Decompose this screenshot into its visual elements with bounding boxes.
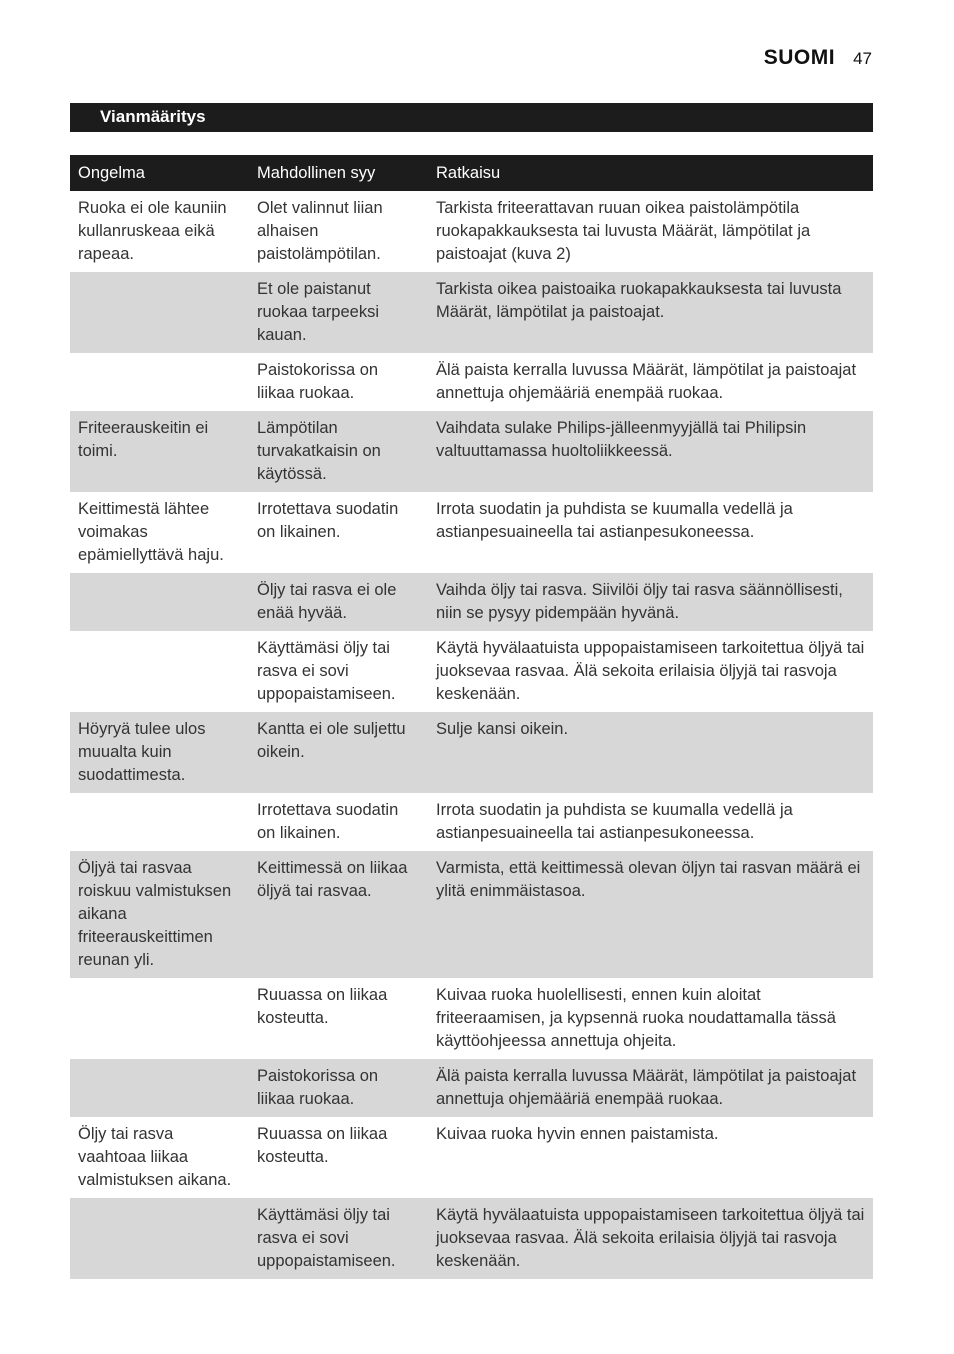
- cause-cell: Lämpötilan turvakatkaisin on käytössä.: [249, 411, 428, 492]
- problem-cell: Höyryä tulee ulos muualta kuin suodattimesta.: [70, 712, 249, 793]
- cause-cell: Irrotettava suodatin on likainen.: [257, 500, 399, 541]
- cause-cell: Ruuassa on liikaa kosteutta.: [257, 1125, 388, 1166]
- problem-cell: Friteerauskeitin ei toimi.: [70, 411, 249, 492]
- solution-cell: Sulje kansi oikein.: [428, 712, 873, 793]
- column-header-solution: Ratkaisu: [428, 155, 873, 191]
- solution-cell: Irrota suodatin ja puhdista se kuumalla vedellä ja astianpesuaineella tai astianpesukoneessa.: [436, 801, 793, 842]
- table-row: [70, 978, 873, 1059]
- problem-cell: [70, 272, 249, 353]
- cause-cell: Käyttämäsi öljy tai rasva ei sovi uppopaistamiseen.: [249, 1198, 428, 1279]
- problem-cell: [70, 631, 249, 712]
- solution-cell: Käytä hyvälaatuista uppopaistamiseen tarkoitettua öljyä tai juoksevaa rasvaa. Älä sekoita erilaisia öljyjä tai rasvoja keskenään.: [428, 1198, 873, 1279]
- problem-cell: [70, 1198, 249, 1279]
- solution-cell: Vaihda öljy tai rasva. Siivilöi öljy tai rasva säännöllisesti, niin se pysyy pidempään hyvänä.: [428, 573, 873, 631]
- troubleshooting-table: [70, 155, 873, 1279]
- solution-cell: Käytä hyvälaatuista uppopaistamiseen tarkoitettua öljyä tai juoksevaa rasvaa. Älä sekoita erilaisia öljyjä tai rasvoja keskenään.: [436, 639, 865, 703]
- column-header-cause: Mahdollinen syy: [249, 155, 428, 191]
- problem-cell: Ruoka ei ole kauniin kullanruskeaa eikä rapeaa.: [78, 199, 227, 263]
- table-row: [70, 272, 873, 353]
- table-row: [70, 712, 873, 793]
- cause-cell: Olet valinnut liian alhaisen paistolämpötilan.: [257, 199, 383, 263]
- table-row: [70, 492, 873, 573]
- table-row: [70, 793, 873, 851]
- solution-cell: Tarkista friteerattavan ruuan oikea paistolämpötila ruokapakkauksesta tai luvusta Määrät, lämpötilat ja paistoajat (kuva 2): [436, 199, 811, 263]
- cause-cell: Et ole paistanut ruokaa tarpeeksi kauan.: [249, 272, 428, 353]
- solution-cell: Kuivaa ruoka huolellisesti, ennen kuin aloitat friteeraamisen, ja kypsennä ruoka noudattamalla tässä käyttöohjeessa annettuja ohjeita.: [436, 986, 836, 1050]
- solution-cell: Irrota suodatin ja puhdista se kuumalla vedellä ja astianpesuaineella tai astianpesukoneessa.: [436, 500, 793, 541]
- table-row: [70, 1059, 873, 1117]
- table-row: [70, 353, 873, 411]
- table-row: [70, 1198, 873, 1279]
- table-row: [70, 1117, 873, 1198]
- solution-cell: Vaihdata sulake Philips-jälleenmyyjällä tai Philipsin valtuuttamassa huoltoliikkeessä.: [428, 411, 873, 492]
- cause-cell: Kantta ei ole suljettu oikein.: [249, 712, 428, 793]
- section-title: Vianmääritys: [70, 103, 873, 132]
- problem-cell: [70, 353, 249, 411]
- cause-cell: Keittimessä on liikaa öljyä tai rasvaa.: [249, 851, 428, 978]
- cause-cell: Paistokorissa on liikaa ruokaa.: [249, 1059, 428, 1117]
- problem-cell: [70, 1059, 249, 1117]
- cause-cell: Käyttämäsi öljy tai rasva ei sovi uppopaistamiseen.: [257, 639, 396, 703]
- problem-cell: Öljy tai rasva vaahtoaa liikaa valmistuksen aikana.: [78, 1125, 232, 1189]
- problem-cell: [70, 793, 249, 851]
- cause-cell: Ruuassa on liikaa kosteutta.: [257, 986, 388, 1027]
- problem-cell: [70, 978, 249, 1059]
- solution-cell: Kuivaa ruoka hyvin ennen paistamista.: [436, 1125, 719, 1143]
- problem-cell: Keittimestä lähtee voimakas epämiellyttävä haju.: [78, 500, 224, 564]
- table-row: [70, 573, 873, 631]
- page-header: [764, 46, 872, 70]
- page-number: 47: [853, 49, 872, 68]
- solution-cell: Älä paista kerralla luvussa Määrät, lämpötilat ja paistoajat annettuja ohjemääriä enempää ruokaa.: [436, 361, 857, 402]
- cause-cell: Öljy tai rasva ei ole enää hyvää.: [249, 573, 428, 631]
- solution-cell: Tarkista oikea paistoaika ruokapakkauksesta tai luvusta Määrät, lämpötilat ja paistoajat.: [428, 272, 873, 353]
- language-label: SUOMI: [763, 46, 836, 69]
- table-row: [70, 191, 873, 272]
- table-row: [70, 631, 873, 712]
- cause-cell: Paistokorissa on liikaa ruokaa.: [257, 361, 379, 402]
- problem-cell: Öljyä tai rasvaa roiskuu valmistuksen aikana friteerauskeittimen reunan yli.: [70, 851, 249, 978]
- problem-cell: [70, 573, 249, 631]
- table-row: [70, 411, 873, 492]
- table-row: [70, 851, 873, 978]
- table-header-row: [70, 155, 873, 191]
- column-header-problem: Ongelma: [70, 155, 249, 191]
- cause-cell: Irrotettava suodatin on likainen.: [257, 801, 399, 842]
- solution-cell: Varmista, että keittimessä olevan öljyn tai rasvan määrä ei ylitä enimmäistasoa.: [428, 851, 873, 978]
- solution-cell: Älä paista kerralla luvussa Määrät, lämpötilat ja paistoajat annettuja ohjemääriä enempää ruokaa.: [428, 1059, 873, 1117]
